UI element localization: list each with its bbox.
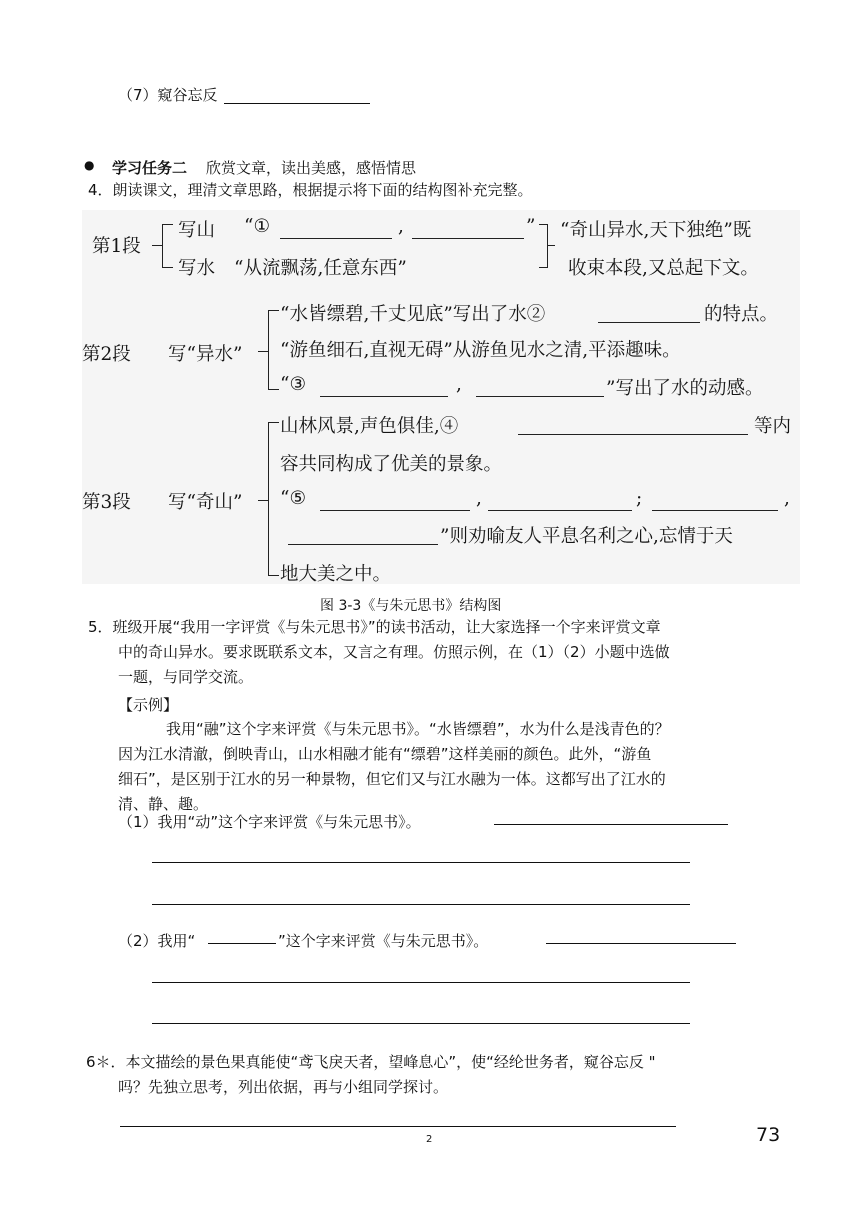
p3-brace <box>268 422 279 576</box>
q5-sub2-a: （2）我用“ <box>118 932 196 950</box>
q7-answer-line[interactable] <box>224 103 370 104</box>
p3-line-b-open: “⑤ <box>280 488 307 509</box>
example-line-1: 我用“融”这个字来评赏《与朱元思书》。“水皆缥碧”，水为什么是浅青色的？ <box>166 720 670 738</box>
q5-sub1: （1）我用“动”这个字来评赏《与朱元思书》。 <box>118 813 421 831</box>
p2-line-a: “水皆缥碧,千丈见底”写出了水② <box>280 304 546 325</box>
p1-mountain: 写山 <box>178 220 216 241</box>
p3-line-c: ”则劝喻友人平息名利之心,忘情于天 <box>440 526 733 547</box>
blank-1a[interactable] <box>280 238 392 239</box>
task2-title: 学习任务二 <box>112 159 188 177</box>
example-label: 【示例】 <box>118 696 179 714</box>
p1-water-quote: “从流飘荡,任意东西” <box>234 258 407 279</box>
q7-label: （7）窥谷忘反 <box>118 86 218 104</box>
p2-label: 第2段 <box>82 344 131 365</box>
p3-line-a2: 容共同构成了优美的景象。 <box>280 454 503 475</box>
p1-summary-2: 收束本段,又总起下文。 <box>568 258 759 279</box>
p2-topic: 写“异水” <box>168 344 243 365</box>
diagram-caption: 图 3-3《与朱元思书》结构图 <box>320 598 502 614</box>
small-page-number: 2 <box>426 1134 433 1145</box>
q4-prompt: 4．朗读课文，理清文章思路，根据提示将下面的结构图补充完整。 <box>88 181 533 199</box>
example-line-3: 细石”，是区别于江水的另一种景物，但它们又与江水融为一体。这都写出了江水的 <box>118 770 666 788</box>
blank-4[interactable] <box>518 434 748 435</box>
p1-right-brace <box>539 224 548 268</box>
structure-diagram: 第1段 写山 “① , ” 写水 “从流飘荡,任意东西” “奇山异水,天下独绝”既 收束本段,又总起下文。 第2段 写“异水” “水皆缥碧,千丈见底”写出了水② 的特点。 “游鱼细石,直视无碍”从游鱼见水之清,平添趣味。 “③ , ”写出了水的动感。 第3段 写“奇山” 山林风景,声色俱佳,④ 等内 容共同构成了优美的景象。 “⑤ , ; , ”则劝喻友人平息名利之心,忘情于天 地大美之中。 <box>82 210 800 584</box>
p2-brace <box>268 310 279 390</box>
task2-subtitle: 欣赏文章，读出美感，感悟情思 <box>206 159 417 177</box>
p1-mountain-open: “① <box>244 216 271 237</box>
page-number: 73 <box>756 1124 781 1146</box>
q5-sub1-answer-line[interactable] <box>494 824 728 825</box>
blank-5c[interactable] <box>652 510 778 511</box>
blank-5b[interactable] <box>488 510 632 511</box>
p1-brace <box>162 224 173 268</box>
q5-sub1-answer-line-3[interactable] <box>152 904 690 905</box>
blank-2[interactable] <box>598 322 700 323</box>
q5-sub2-b: ”这个字来评赏《与朱元思书》。 <box>278 932 489 950</box>
q6-line-2: 吗？先独立思考，列出依据，再与小组同学探讨。 <box>118 1078 449 1096</box>
q6-answer-line[interactable] <box>120 1126 676 1127</box>
q5-sub2-answer-line-2[interactable] <box>152 982 690 983</box>
q5-line-1: 5．班级开展“我用一字评赏《与朱元思书》”的读书活动，让大家选择一个字来评赏文章 <box>88 618 661 636</box>
q5-sub2-answer-line[interactable] <box>546 943 736 944</box>
q6-line-1: 6＊．本文描绘的景色果真能使“鸢飞戾天者，望峰息心”，使“经纶世务者，窥谷忘反 " <box>86 1053 656 1071</box>
q5-line-3: 一题，与同学交流。 <box>118 668 254 686</box>
example-line-4: 清、静、趣。 <box>118 795 209 813</box>
p3-line-d: 地大美之中。 <box>280 564 392 585</box>
q5-line-2: 中的奇山异水。要求既联系文本，又言之有理。仿照示例，在（1）（2）小题中选做 <box>118 643 670 661</box>
q5-sub1-answer-line-2[interactable] <box>152 862 690 863</box>
blank-1b[interactable] <box>412 238 524 239</box>
blank-5d[interactable] <box>288 544 438 545</box>
p3-line-a: 山林风景,声色俱佳,④ <box>280 416 459 437</box>
blank-5a[interactable] <box>320 510 470 511</box>
p1-water: 写水 <box>178 258 216 279</box>
p3-label: 第3段 <box>82 492 131 513</box>
p2-line-b: “游鱼细石,直视无碍”从游鱼见水之清,平添趣味。 <box>280 340 681 361</box>
p3-topic: 写“奇山” <box>168 492 243 513</box>
bullet-icon: ● <box>84 158 95 172</box>
blank-3b[interactable] <box>476 396 604 397</box>
example-line-2: 因为江水清澈，倒映青山，山水相融才能有“缥碧”这样美丽的颜色。此外，“游鱼 <box>118 745 652 763</box>
p1-summary-1: “奇山异水,天下独绝”既 <box>560 220 752 241</box>
q5-sub2-char-blank[interactable] <box>208 943 276 944</box>
blank-3a[interactable] <box>320 396 448 397</box>
p2-line-c-open: “③ <box>280 374 307 395</box>
q5-sub2-answer-line-3[interactable] <box>152 1023 690 1024</box>
p1-label: 第1段 <box>92 236 141 257</box>
